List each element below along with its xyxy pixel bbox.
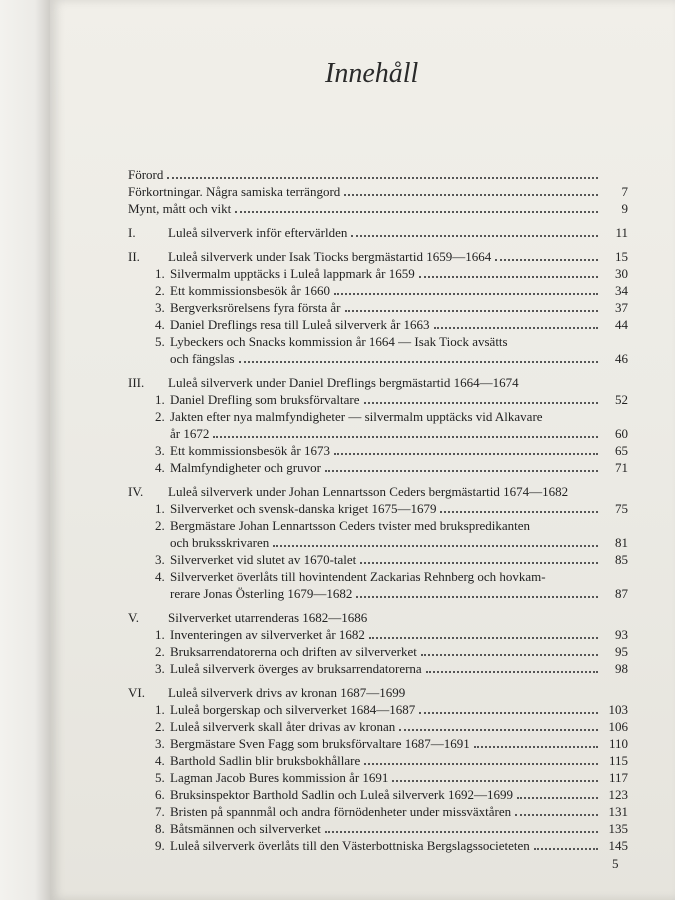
toc-entry-text: Lagman Jacob Bures kommission år 1691 — [170, 770, 389, 785]
toc-entry-number: 2. — [155, 409, 165, 424]
toc-entry-text: Bruksinspektor Barthold Sadlin och Luleå silververk 1692—1699 — [170, 787, 514, 802]
dot-leader — [517, 797, 598, 799]
toc-entry-number: 5. — [155, 770, 165, 785]
front-matter-entry — [128, 200, 628, 217]
toc-page-number: 46 — [615, 351, 628, 366]
dot-leader — [356, 596, 598, 598]
dot-leader — [213, 436, 598, 438]
toc-page-number: 87 — [615, 586, 628, 601]
toc-entry-number: 3. — [155, 443, 165, 458]
toc-page-number: 81 — [615, 535, 628, 550]
dot-leader — [392, 780, 598, 782]
section-entry — [128, 551, 628, 568]
chapter-entry — [128, 374, 628, 391]
dot-leader — [360, 562, 598, 564]
table-of-contents — [128, 166, 628, 861]
toc-page-number: 106 — [608, 719, 628, 734]
toc-page-number: 131 — [608, 804, 628, 819]
left-page-edge — [0, 0, 50, 900]
toc-entry-number: 5. — [155, 334, 165, 349]
section-entry — [128, 752, 628, 769]
toc-page-number: 15 — [615, 249, 628, 264]
section-entry — [128, 660, 628, 677]
toc-entry-text: Luleå silververk drivs av kronan 1687—1699 — [168, 685, 406, 700]
section-entry — [128, 282, 628, 299]
toc-entry-number: II. — [128, 249, 140, 264]
dot-leader — [419, 712, 598, 714]
toc-entry-number: 1. — [155, 627, 165, 642]
toc-entry-text: Luleå silververk inför eftervärlden — [168, 225, 348, 240]
toc-entry-number: 1. — [155, 702, 165, 717]
toc-page-number: 135 — [608, 821, 628, 836]
toc-entry-number: 2. — [155, 644, 165, 659]
section-entry — [128, 820, 628, 837]
section-entry — [128, 350, 628, 367]
toc-page-number: 95 — [615, 644, 628, 659]
dot-leader — [334, 293, 598, 295]
toc-page-number: 11 — [615, 225, 628, 240]
toc-entry-text: Luleå silververk under Daniel Dreflings bergmästartid 1664—1674 — [168, 375, 519, 390]
toc-page-number: 9 — [621, 201, 628, 216]
toc-entry-number: 1. — [155, 392, 165, 407]
section-entry — [128, 500, 628, 517]
section-entry — [128, 408, 628, 425]
toc-entry-number: 1. — [155, 266, 165, 281]
dot-leader — [495, 259, 598, 261]
toc-entry-text: Bristen på spannmål och andra förnödenheter under missväxtåren — [170, 804, 512, 819]
toc-entry-number: V. — [128, 610, 139, 625]
toc-entry-number: 8. — [155, 821, 165, 836]
toc-entry-text: Bergmästare Sven Fagg som bruksförvaltare 1687—1691 — [170, 736, 470, 751]
toc-page-number: 93 — [615, 627, 628, 642]
dot-leader — [474, 746, 598, 748]
toc-entry-number: 3. — [155, 661, 165, 676]
toc-page-number: 145 — [608, 838, 628, 853]
toc-entry-text: Ett kommissionsbesök år 1660 — [170, 283, 330, 298]
dot-leader — [426, 671, 598, 673]
toc-entry-number: I. — [128, 225, 136, 240]
toc-page-number: 60 — [615, 426, 628, 441]
toc-entry-text: Ett kommissionsbesök år 1673 — [170, 443, 330, 458]
toc-entry-number: IV. — [128, 484, 144, 499]
page-number: 5 — [612, 856, 619, 871]
section-entry — [128, 643, 628, 660]
toc-entry-text: Silvermalm upptäcks i Luleå lappmark år 1659 — [170, 266, 415, 281]
toc-entry-text: år 1672 — [170, 426, 210, 441]
dot-leader — [515, 814, 598, 816]
toc-entry-text: Förord — [128, 167, 164, 182]
toc-page-number: 52 — [615, 392, 628, 407]
toc-entry-text: Lybeckers och Snacks kommission år 1664 — Isak Tiock avsätts — [170, 334, 508, 349]
section-entry — [128, 626, 628, 643]
toc-entry-number: 4. — [155, 460, 165, 475]
section-entry — [128, 442, 628, 459]
section-entry — [128, 265, 628, 282]
dot-leader — [364, 763, 598, 765]
toc-entry-text: Bruksarrendatorerna och driften av silververket — [170, 644, 417, 659]
toc-entry-number: 4. — [155, 753, 165, 768]
section-entry — [128, 568, 628, 585]
front-matter-entry — [128, 183, 628, 200]
dot-leader — [434, 327, 598, 329]
toc-entry-number: 3. — [155, 300, 165, 315]
section-entry — [128, 459, 628, 476]
toc-page-number: 98 — [615, 661, 628, 676]
section-entry — [128, 425, 628, 442]
dot-leader — [325, 470, 598, 472]
section-entry — [128, 769, 628, 786]
dot-leader — [167, 177, 598, 179]
toc-page-number: 110 — [608, 736, 628, 751]
toc-entry-number: 1. — [155, 501, 165, 516]
toc-entry-number: 3. — [155, 552, 165, 567]
section-entry — [128, 299, 628, 316]
book-page — [50, 0, 675, 900]
dot-leader — [351, 235, 598, 237]
toc-entry-text: Bergverksrörelsens fyra första år — [170, 300, 341, 315]
chapter-entry — [128, 684, 628, 701]
toc-page-number: 65 — [615, 443, 628, 458]
toc-entry-text: Mynt, mått och vikt — [128, 201, 232, 216]
dot-leader — [364, 402, 598, 404]
toc-entry-number: 4. — [155, 317, 165, 332]
chapter-entry — [128, 609, 628, 626]
dot-leader — [369, 637, 598, 639]
toc-entry-number: III. — [128, 375, 145, 390]
toc-entry-text: Daniel Dreflings resa till Luleå silververk år 1663 — [170, 317, 430, 332]
chapter-entry — [128, 483, 628, 500]
toc-entry-number: 2. — [155, 719, 165, 734]
front-matter-entry — [128, 166, 628, 183]
toc-entry-text: Luleå silververk under Johan Lennartsson Ceders bergmästartid 1674—1682 — [168, 484, 569, 499]
section-entry — [128, 837, 628, 854]
section-entry — [128, 534, 628, 551]
section-entry — [128, 786, 628, 803]
dot-leader — [534, 848, 598, 850]
section-entry — [128, 391, 628, 408]
toc-page-number: 37 — [615, 300, 628, 315]
dot-leader — [273, 545, 598, 547]
toc-entry-text: Jakten efter nya malmfyndigheter — silvermalm upptäcks vid Alkavare — [170, 409, 543, 424]
toc-page-number: 117 — [608, 770, 628, 785]
dot-leader — [399, 729, 598, 731]
dot-leader — [344, 194, 598, 196]
toc-page-number: 44 — [615, 317, 628, 332]
section-entry — [128, 585, 628, 602]
toc-entry-text: Luleå borgerskap och silververket 1684—1687 — [170, 702, 416, 717]
section-entry — [128, 735, 628, 752]
toc-page-number: 103 — [608, 702, 628, 717]
section-entry — [128, 803, 628, 820]
toc-entry-text: Förkortningar. Några samiska terrängord — [128, 184, 341, 199]
toc-entry-number: VI. — [128, 685, 145, 700]
toc-entry-text: Silververket utarrenderas 1682—1686 — [168, 610, 368, 625]
dot-leader — [421, 654, 598, 656]
toc-entry-text: Daniel Drefling som bruksförvaltare — [170, 392, 360, 407]
toc-entry-text: Bergmästare Johan Lennartsson Ceders tvister med brukspredikanten — [170, 518, 531, 533]
dot-leader — [239, 361, 598, 363]
toc-entry-text: rerare Jonas Österling 1679—1682 — [170, 586, 353, 601]
toc-page-number: 123 — [608, 787, 628, 802]
chapter-entry — [128, 224, 628, 241]
toc-page-number: 115 — [608, 753, 628, 768]
section-entry — [128, 701, 628, 718]
toc-entry-text: Inventeringen av silververket år 1682 — [170, 627, 365, 642]
toc-entry-number: 3. — [155, 736, 165, 751]
toc-entry-text: och bruksskrivaren — [170, 535, 270, 550]
toc-page-number: 75 — [615, 501, 628, 516]
toc-entry-text: Silververket och svensk-danska kriget 1675—1679 — [170, 501, 437, 516]
toc-entry-number: 2. — [155, 283, 165, 298]
toc-entry-number: 6. — [155, 787, 165, 802]
section-entry — [128, 333, 628, 350]
toc-entry-text: Båtsmännen och silververket — [170, 821, 321, 836]
toc-entry-text: Luleå silververk överlåts till den Västerbottniska Bergslagssocieteten — [170, 838, 530, 853]
toc-entry-number: 4. — [155, 569, 165, 584]
toc-entry-number: 7. — [155, 804, 165, 819]
toc-entry-number: 2. — [155, 518, 165, 533]
page-title: Innehåll — [325, 58, 419, 89]
dot-leader — [440, 511, 598, 513]
section-entry — [128, 316, 628, 333]
toc-entry-text: Luleå silververk skall åter drivas av kronan — [170, 719, 396, 734]
chapter-entry — [128, 248, 628, 265]
section-entry — [128, 718, 628, 735]
toc-entry-text: Silververket vid slutet av 1670-talet — [170, 552, 357, 567]
toc-entry-text: Luleå silververk under Isak Tiocks bergmästartid 1659—1664 — [168, 249, 492, 264]
section-entry — [128, 517, 628, 534]
toc-entry-text: och fängslas — [170, 351, 235, 366]
dot-leader — [334, 453, 598, 455]
toc-entry-text: Malmfyndigheter och gruvor — [170, 460, 321, 475]
toc-page-number: 71 — [615, 460, 628, 475]
toc-entry-number: 9. — [155, 838, 165, 853]
toc-page-number: 7 — [621, 184, 628, 199]
toc-page-number: 34 — [615, 283, 628, 298]
dot-leader — [419, 276, 598, 278]
toc-entry-text: Barthold Sadlin blir bruksbokhållare — [170, 753, 361, 768]
toc-page-number: 30 — [615, 266, 628, 281]
dot-leader — [235, 211, 598, 213]
dot-leader — [345, 310, 599, 312]
toc-entry-text: Luleå silververk överges av bruksarrendatorerna — [170, 661, 422, 676]
toc-entry-text: Silververket överlåts till hovintendent Zackarias Rehnberg och hovkam- — [170, 569, 546, 584]
dot-leader — [325, 831, 598, 833]
toc-page-number: 85 — [615, 552, 628, 567]
